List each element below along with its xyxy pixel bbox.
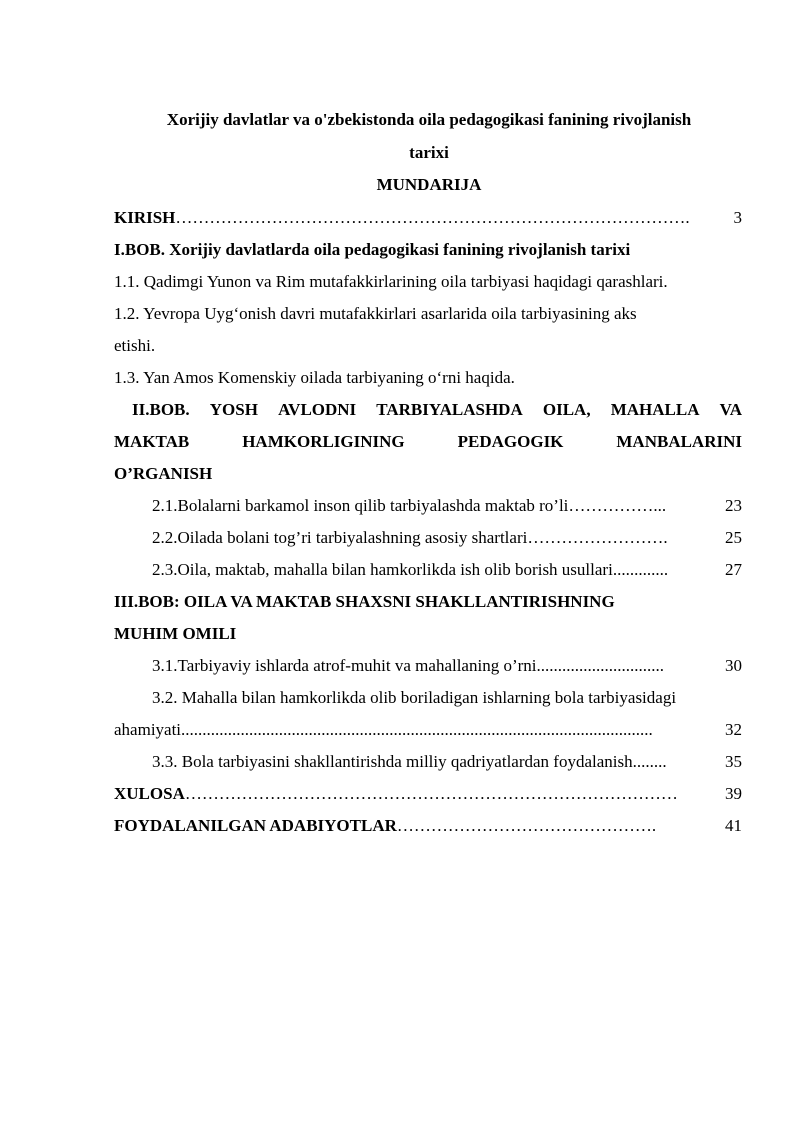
- heading-word: MAHALLA: [610, 400, 700, 419]
- toc-leader: …………………….: [527, 528, 668, 547]
- toc-chapter1-heading: I.BOB. Xorijiy davlatlarda oila pedagogikasi fanining rivojlanish tarixi: [114, 240, 631, 259]
- toc-label: 2.2.Oilada bolani tog’ri tarbiyalashning asosiy shartlari: [152, 528, 528, 547]
- heading-word: VA: [719, 400, 742, 419]
- toc-entry-3-2: [114, 720, 742, 740]
- toc-chapter2-heading-line3: O’RGANISH: [114, 464, 213, 483]
- heading-word: OILA,: [542, 400, 591, 419]
- heading-word: MAKTAB: [114, 432, 190, 451]
- toc-page-number: 39: [725, 784, 742, 803]
- toc-section-1-1: 1.1. Qadimgi Yunon va Rim mutafakkirlarining oila tarbiyasi haqidagi qarashlari.: [114, 272, 668, 291]
- toc-label: 3.1.Tarbiyaviy ishlarda atrof-muhit va mahallaning o’rni: [152, 656, 537, 675]
- toc-page-number: 41: [725, 816, 742, 835]
- toc-entry-3-3: [152, 752, 742, 772]
- toc-leader: ........: [632, 752, 667, 771]
- toc-label: FOYDALANILGAN ADABIYOTLAR: [114, 816, 397, 835]
- toc-entry-3-1: [152, 656, 742, 676]
- toc-leader: .............: [612, 560, 669, 579]
- toc-entry-2-1: [152, 496, 742, 516]
- document-title-line1: Xorijiy davlatlar va o'zbekistonda oila pedagogikasi fanining rivojlanish: [166, 110, 692, 129]
- heading-word: TARBIYALASHDA: [376, 400, 523, 419]
- heading-word: MANBALARINI: [616, 432, 742, 451]
- document-title-line2: tarixi: [409, 143, 449, 162]
- toc-section-3-2-line1: 3.2. Mahalla bilan hamkorlikda olib boriladigan ishlarning bola tarbiyasidagi: [152, 688, 677, 707]
- heading-word: HAMKORLIGINING: [242, 432, 405, 451]
- toc-entry-2-3: [152, 560, 742, 580]
- heading-word: YOSH: [209, 400, 258, 419]
- toc-page-number: 32: [725, 720, 742, 739]
- toc-entry-references: [114, 816, 742, 836]
- heading-word: PEDAGOGIK: [457, 432, 564, 451]
- toc-chapter3-heading-line1: III.BOB: OILA VA MAKTAB SHAXSNI SHAKLLANTIRISHNING: [114, 592, 615, 611]
- toc-section-1-2-line2: etishi.: [114, 336, 156, 355]
- toc-page-number: 27: [725, 560, 742, 579]
- toc-entry-intro: [114, 208, 742, 228]
- toc-entry-2-2: [152, 528, 742, 548]
- toc-leader: ……………………………………………………………………………: [184, 784, 678, 803]
- toc-section-1-3: 1.3. Yan Amos Komenskiy oilada tarbiyaning o‘rni haqida.: [114, 368, 515, 387]
- toc-page-number: 3: [733, 208, 742, 227]
- toc-leader: ……………...: [568, 496, 667, 515]
- toc-label: XULOSA: [114, 784, 185, 803]
- contents-heading: MUNDARIJA: [376, 175, 482, 194]
- heading-word: AVLODNI: [278, 400, 357, 419]
- toc-chapter2-heading-line2: [114, 432, 742, 452]
- toc-label: KIRISH: [114, 208, 176, 227]
- toc-page-number: 35: [725, 752, 742, 771]
- toc-page-number: 23: [725, 496, 742, 515]
- toc-leader: ...............................................................................................................: [181, 720, 653, 739]
- toc-label: 2.3.Oila, maktab, mahalla bilan hamkorlikda ish olib borish usullari: [152, 560, 613, 579]
- toc-leader: ..............................: [536, 656, 665, 675]
- toc-section-1-2-line1: 1.2. Yevropa Uyg‘onish davri mutafakkirlari asarlarida oila tarbiyasining aks: [114, 304, 637, 323]
- toc-entry-conclusion: [114, 784, 742, 804]
- heading-word: II.BOB.: [132, 400, 190, 419]
- toc-chapter2-heading-line1: [132, 400, 742, 420]
- toc-page-number: 30: [725, 656, 742, 675]
- toc-label: 2.1.Bolalarni barkamol inson qilib tarbiyalashda maktab ro’li: [152, 496, 569, 515]
- toc-label: ahamiyati: [114, 720, 182, 739]
- toc-leader: ……………………………………………………………………………….: [175, 208, 690, 227]
- toc-label: 3.3. Bola tarbiyasini shakllantirishda milliy qadriyatlardan foydalanish: [152, 752, 633, 771]
- toc-page-number: 25: [725, 528, 742, 547]
- toc-chapter3-heading-line2: MUHIM OMILI: [114, 624, 237, 643]
- toc-leader: ……………………………………….: [396, 816, 657, 835]
